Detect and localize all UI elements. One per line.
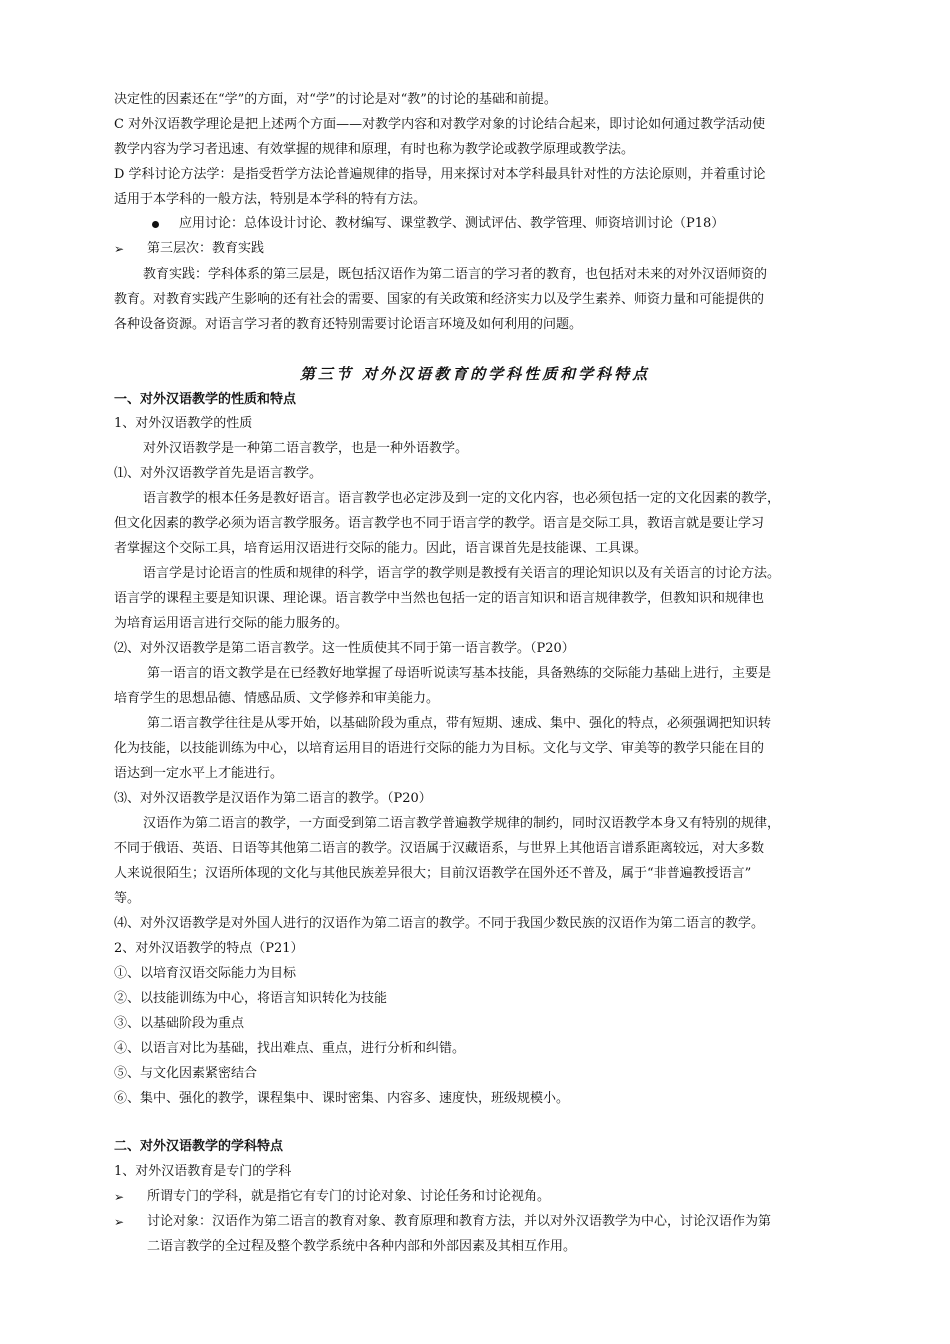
text-line: 第二语言教学往往是从零开始，以基础阶段为重点，带有短期、速成、集中、强化的特点，必须强调把知识转 [147,716,772,731]
heading: 二、对外汉语教学的学科特点 [114,1139,284,1154]
text-line: 语达到一定水平上才能进行。 [114,766,284,781]
text-line: 教学内容为学习者迅速、有效掌握的规律和原理，有时也称为教学论或教学原理或教学法。 [114,142,635,157]
text-line: 语言学的课程主要是知识课、理论课。语言教学中当然也包括一定的语言知识和语言规律教学，但教知识和规律也 [114,591,765,606]
subheading: 2、对外汉语教学的特点（P21） [114,941,304,956]
text-line: 者掌握这个交际工具，培育运用汉语进行交际的能力。因此，语言课首先是技能课、工具课。 [114,541,648,556]
text-line: 化为技能，以技能训练为中心，以培育运用目的语进行交际的能力为目标。文化与文学、审美等的教学只能在目的 [114,741,765,756]
arrow-bullet-icon: ➢ [114,242,125,256]
text-line: 应用讨论：总体设计讨论、教材编写、课堂教学、测试评估、教学管理、师资培训讨论（P18） [179,216,725,231]
list-item: ⑥、集中、强化的教学，课程集中、课时密集、内容多、速度快，班级规模小。 [114,1091,570,1106]
arrow-bullet-icon: ➢ [114,1215,125,1229]
text-line: C 对外汉语教学理论是把上述两个方面——对教学内容和对教学对象的讨论结合起来，即讨论如何通过教学活动使 [114,117,766,132]
section-title: 第三节 对外汉语教育的学科性质和学科特点 [299,365,651,383]
text-line: 适用于本学科的一般方法，特别是本学科的特有方法。 [114,192,427,207]
text-line: 不同于俄语、英语、日语等其他第二语言的教学。汉语属于汉藏语系，与世界上其他语言谱系距离较远，对大多数 [114,841,765,856]
list-item: ④、以语言对比为基础，找出难点、重点，进行分析和纠错。 [114,1041,466,1056]
text-line: D 学科讨论方法学：是指受哲学方法论普遍规律的指导，用来探讨对本学科最具针对性的方法论原则，并着重讨论 [114,167,766,182]
numbered-item: ⑶、对外汉语教学是汉语作为第二语言的教学。（P20） [114,791,432,806]
text-line: 各种设备资源。对语言学习者的教育还特别需要讨论语言环境及如何利用的问题。 [114,317,583,332]
text-line: 教育。对教育实践产生影响的还有社会的需要、国家的有关政策和经济实力以及学生素养、师资力量和可能提供的 [114,292,765,307]
list-item: ①、以培育汉语交际能力为目标 [114,966,297,981]
text-line: 人来说很陌生；汉语所体现的文化与其他民族差异很大；目前汉语教学在国外还不普及，属于“非普遍教授语言” [114,866,752,881]
numbered-item: ⑵、对外汉语教学是第二语言教学。这一性质使其不同于第一语言教学。（P20） [114,641,575,656]
arrow-bullet-icon: ➢ [114,1190,125,1204]
heading: 一、对外汉语教学的性质和特点 [114,392,297,407]
text-line: 等。 [114,891,141,906]
text-line: 汉语作为第二语言的教学，一方面受到第二语言教学普遍教学规律的制约，同时汉语教学本身又有特别的规律， [143,816,781,831]
text-line: 语言教学的根本任务是教好语言。语言教学也必定涉及到一定的文化内容，也必须包括一定的文化因素的教学， [143,491,781,506]
text-line: 二语言教学的全过程及整个教学系统中各种内部和外部因素及其相互作用。 [147,1239,577,1254]
text-line: 教育实践：学科体系的第三层是，既包括汉语作为第二语言的学习者的教育，也包括对未来的对外汉语师资的 [143,267,768,282]
text-line: 所谓专门的学科，就是指它有专门的讨论对象、讨论任务和讨论视角。 [147,1189,551,1204]
subheading: 1、对外汉语教学的性质 [114,416,253,431]
text-line: 为培育运用语言进行交际的能力服务的。 [114,616,349,631]
list-item: ②、以技能训练为中心，将语言知识转化为技能 [114,991,388,1006]
text-line: 第三层次：教育实践 [147,241,265,256]
text-line: 对外汉语教学是一种第二语言教学，也是一种外语教学。 [143,441,469,456]
text-line: 语言学是讨论语言的性质和规律的科学，语言学的教学则是教授有关语言的理论知识以及有关语言的讨论方法。 [143,566,781,581]
text-line: 第一语言的语文教学是在已经教好地掌握了母语听说读写基本技能，具备熟练的交际能力基础上进行，主要是 [147,666,772,681]
list-item: ⑤、与文化因素紧密结合 [114,1066,258,1081]
subheading: 1、对外汉语教育是专门的学科 [114,1164,292,1179]
text-line: 决定性的因素还在“学”的方面，对“学”的讨论是对“教”的讨论的基础和前提。 [114,92,557,107]
text-line: 培育学生的思想品德、情感品质、文学修养和审美能力。 [114,691,440,706]
numbered-item: ⑷、对外汉语教学是对外国人进行的汉语作为第二语言的教学。不同于我国少数民族的汉语作为第二语言的教学。 [114,916,765,931]
text-line: 讨论对象：汉语作为第二语言的教育对象、教育原理和教育方法，并以对外汉语教学为中心，讨论汉语作为第 [147,1214,772,1229]
bullet-icon [152,221,159,228]
numbered-item: ⑴、对外汉语教学首先是语言教学。 [114,466,323,481]
list-item: ③、以基础阶段为重点 [114,1016,245,1031]
text-line: 但文化因素的教学必须为语言教学服务。语言教学也不同于语言学的教学。语言是交际工具，教语言就是要让学习 [114,516,765,531]
